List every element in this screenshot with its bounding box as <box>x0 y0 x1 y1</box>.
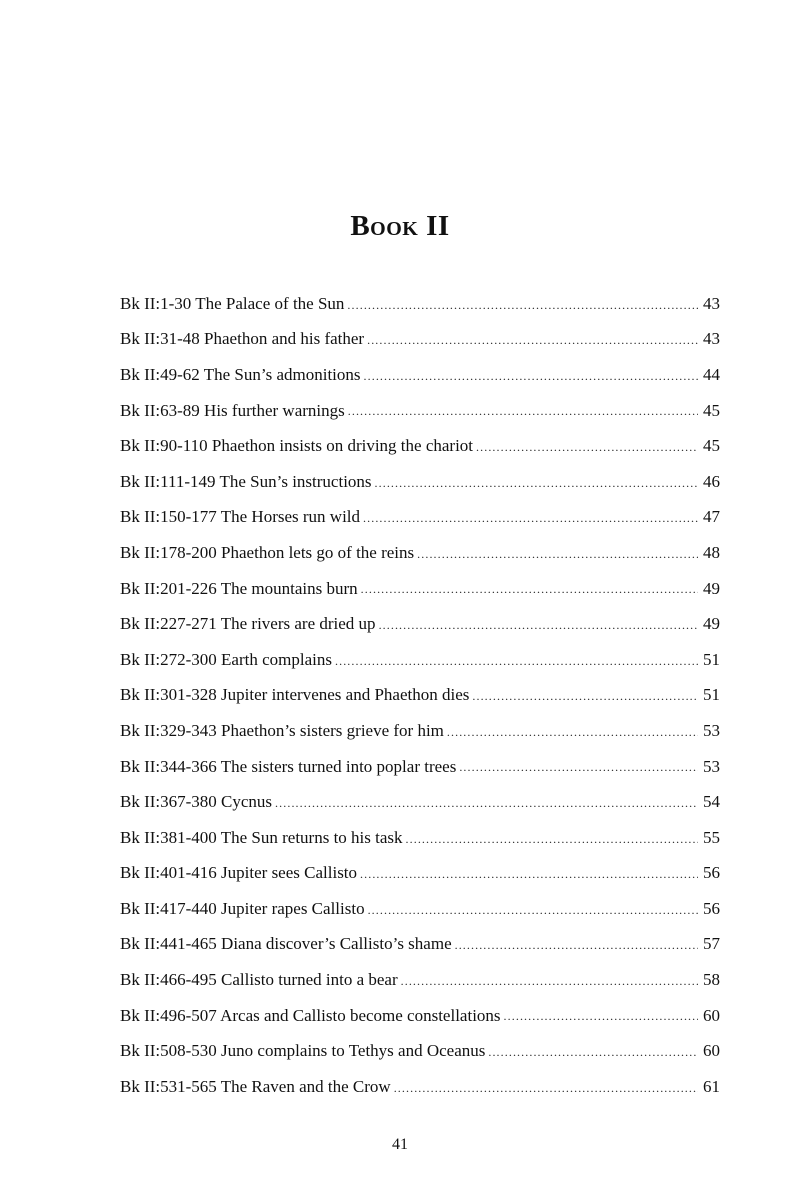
toc-entry-page: 58 <box>703 970 720 990</box>
toc-entry-title: Bk II:178-200 Phaethon lets go of the reins <box>120 542 415 562</box>
toc-entry-title: Bk II:63-89 His further warnings <box>120 400 345 420</box>
toc-entry[interactable] <box>120 393 720 429</box>
toc-entry-page: 51 <box>703 649 720 669</box>
toc-entry-title: Bk II:508-530 Juno complains to Tethys and Oceanus <box>120 1041 486 1061</box>
toc-entry-page: 49 <box>703 614 720 634</box>
toc-entry-page: 48 <box>703 542 720 562</box>
toc-leader-dots <box>347 298 698 322</box>
toc-leader-dots <box>406 832 698 856</box>
toc-entry-page: 60 <box>703 1041 720 1061</box>
toc-leader-dots <box>447 725 698 749</box>
toc-entry[interactable] <box>120 1069 720 1105</box>
toc-leader-dots <box>401 974 698 998</box>
toc-entry-page: 54 <box>703 792 720 812</box>
toc-entry-page: 56 <box>703 898 720 918</box>
toc-entry-page: 49 <box>703 578 720 598</box>
toc-entry-page: 61 <box>703 1076 720 1096</box>
toc-entry[interactable] <box>120 286 720 322</box>
book-heading <box>0 206 800 246</box>
toc-leader-dots <box>379 618 698 642</box>
page-number: 41 <box>392 1136 408 1153</box>
toc-entry[interactable] <box>120 535 720 571</box>
toc-leader-dots <box>488 1045 698 1069</box>
toc-entry-title: Bk II:227-271 The rivers are dried up <box>120 614 376 634</box>
toc-leader-dots <box>363 511 698 535</box>
toc-entry-page: 45 <box>703 436 720 456</box>
toc-entry-page: 47 <box>703 507 720 527</box>
toc-entry-title: Bk II:201-226 The mountains burn <box>120 578 358 598</box>
toc-entry[interactable] <box>120 749 720 785</box>
toc-entry[interactable] <box>120 1033 720 1069</box>
toc-entry[interactable] <box>120 322 720 358</box>
toc-entry[interactable] <box>120 820 720 856</box>
toc-entry[interactable] <box>120 927 720 963</box>
toc-entry[interactable] <box>120 856 720 892</box>
toc-entry-page: 43 <box>703 329 720 349</box>
toc-leader-dots <box>476 440 698 464</box>
toc-entry-page: 45 <box>703 400 720 420</box>
toc-entry-page: 43 <box>703 293 720 313</box>
toc-entry-page: 56 <box>703 863 720 883</box>
toc-entry-title: Bk II:441-465 Diana discover’s Callisto’s shame <box>120 934 452 954</box>
toc-entry-page: 44 <box>703 364 720 384</box>
toc-entry-title: Bk II:90-110 Phaethon insists on driving the chariot <box>120 436 474 456</box>
toc-entry-title: Bk II:111-149 The Sun’s instructions <box>120 471 372 491</box>
toc-entry[interactable] <box>120 784 720 820</box>
toc-leader-dots <box>360 867 698 891</box>
toc-entry-title: Bk II:49-62 The Sun’s admonitions <box>120 364 361 384</box>
toc-entry[interactable] <box>120 998 720 1034</box>
toc-entry-page: 60 <box>703 1005 720 1025</box>
toc-leader-dots <box>275 796 698 820</box>
toc-entry-page: 46 <box>703 471 720 491</box>
toc-leader-dots <box>504 1009 698 1033</box>
toc-entry-title: Bk II:301-328 Jupiter intervenes and Phaethon dies <box>120 685 470 705</box>
toc-entry-page: 53 <box>703 720 720 740</box>
toc-entry-title: Bk II:1-30 The Palace of the Sun <box>120 293 345 313</box>
table-of-contents <box>120 286 720 1105</box>
toc-leader-dots <box>455 938 698 962</box>
toc-entry-page: 57 <box>703 934 720 954</box>
toc-entry-title: Bk II:496-507 Arcas and Callisto become constellations <box>120 1005 501 1025</box>
toc-entry[interactable] <box>120 962 720 998</box>
toc-entry[interactable] <box>120 606 720 642</box>
toc-leader-dots <box>348 404 698 428</box>
toc-entry-title: Bk II:401-416 Jupiter sees Callisto <box>120 863 358 883</box>
toc-entry-title: Bk II:150-177 The Horses run wild <box>120 507 361 527</box>
toc-entry[interactable] <box>120 678 720 714</box>
toc-entry-title: Bk II:417-440 Jupiter rapes Callisto <box>120 898 365 918</box>
toc-leader-dots <box>375 476 698 500</box>
toc-leader-dots <box>367 333 698 357</box>
toc-entry-page: 55 <box>703 827 720 847</box>
toc-entry-title: Bk II:329-343 Phaethon’s sisters grieve for him <box>120 720 444 740</box>
toc-entry[interactable] <box>120 428 720 464</box>
toc-entry[interactable] <box>120 571 720 607</box>
toc-leader-dots <box>417 547 698 571</box>
toc-leader-dots <box>394 1081 698 1105</box>
toc-entry-title: Bk II:531-565 The Raven and the Crow <box>120 1076 391 1096</box>
toc-leader-dots <box>364 369 698 393</box>
toc-entry[interactable] <box>120 500 720 536</box>
toc-entry[interactable] <box>120 464 720 500</box>
toc-entry-title: Bk II:272-300 Earth complains <box>120 649 332 669</box>
toc-entry-title: Bk II:344-366 The sisters turned into poplar trees <box>120 756 457 776</box>
toc-entry[interactable] <box>120 713 720 749</box>
toc-entry-title: Bk II:466-495 Callisto turned into a bear <box>120 970 398 990</box>
toc-entry[interactable] <box>120 642 720 678</box>
toc-leader-dots <box>368 903 698 927</box>
toc-entry-page: 53 <box>703 756 720 776</box>
toc-entry-title: Bk II:31-48 Phaethon and his father <box>120 329 365 349</box>
book-heading-text: Book II <box>350 210 450 242</box>
toc-entry-page: 51 <box>703 685 720 705</box>
toc-leader-dots <box>459 760 698 784</box>
toc-leader-dots <box>335 654 698 678</box>
toc-entry-title: Bk II:367-380 Cycnus <box>120 792 273 812</box>
toc-leader-dots <box>472 689 698 713</box>
toc-entry[interactable] <box>120 357 720 393</box>
toc-entry-title: Bk II:381-400 The Sun returns to his task <box>120 827 403 847</box>
toc-entry[interactable] <box>120 891 720 927</box>
toc-leader-dots <box>361 582 698 606</box>
